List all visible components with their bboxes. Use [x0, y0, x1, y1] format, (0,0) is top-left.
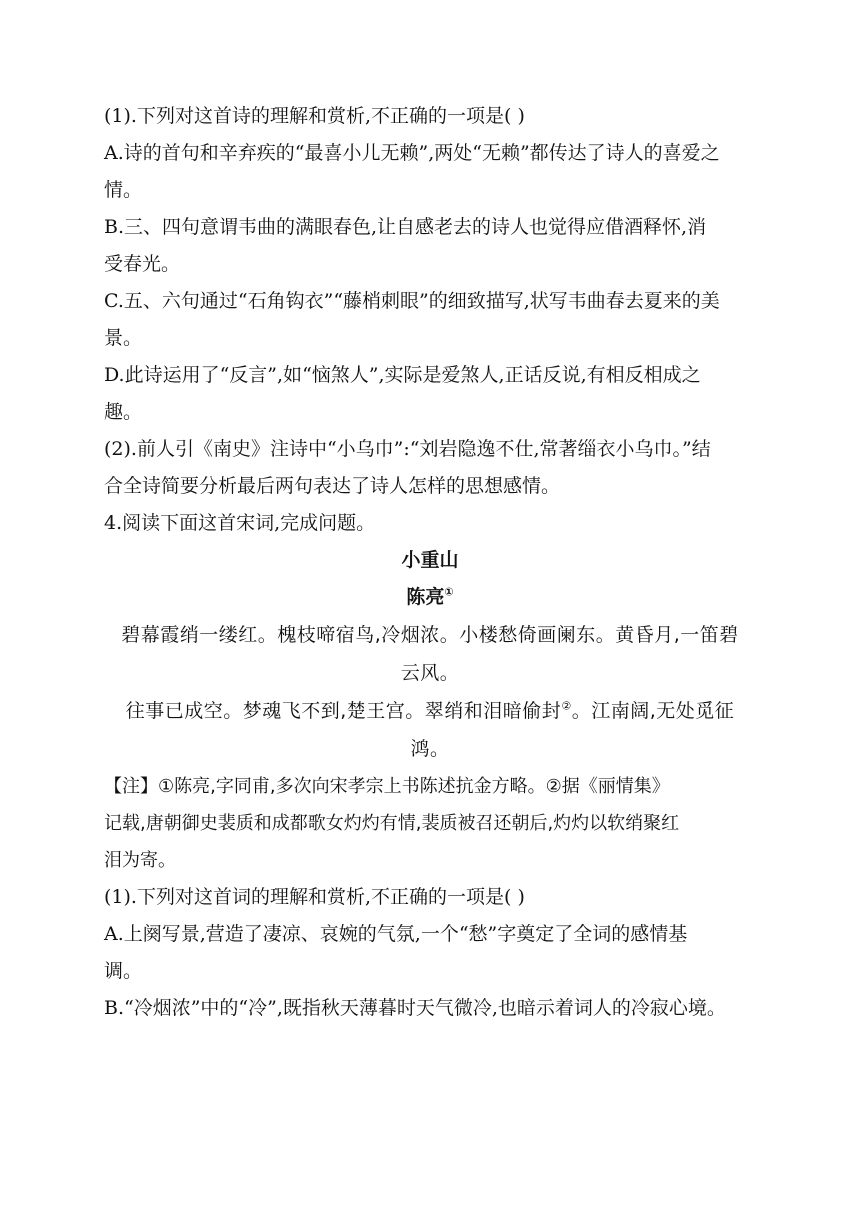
poem-note-line2: 记载,唐朝御史裴质和成都歌女灼灼有情,裴质被召还朝后,灼灼以软绡聚红 [104, 813, 680, 834]
poem-stanza1-line2: 云风。 [400, 662, 460, 684]
q3-option-c-line2: 景。 [104, 327, 143, 349]
poem-author-name: 陈亮 [406, 586, 445, 608]
poem-stanza2-line1 [104, 692, 756, 730]
document-page [104, 98, 756, 1027]
q4-option-a-line2: 调。 [104, 960, 143, 982]
q3-option-a-line1: A.诗的首句和辛弃疾的“最喜小儿无赖”,两处“无赖”都传达了诗人的喜爱之 [104, 142, 720, 164]
q3-option-d-line2: 趣。 [104, 401, 143, 423]
q3-option-b-line2: 受春光。 [104, 253, 181, 275]
q4-option-a-line1: A.上阕写景,营造了凄凉、哀婉的气氛,一个“愁”字奠定了全词的感情基 [104, 923, 688, 945]
q3-sub2-line1: (2).前人引《南史》注诗中“小乌巾”:“刘岩隐逸不仕,常著缁衣小乌巾。”结 [104, 438, 711, 460]
poem-author [104, 579, 756, 616]
poem-stanza2-part-b: 。江南阔,无处觅征 [571, 700, 735, 722]
q3-option-a-line2: 情。 [104, 179, 143, 201]
poem-note-line3: 泪为寄。 [104, 850, 176, 871]
q3-option-d-line1: D.此诗运用了“反言”,如“恼煞人”,实际是爱煞人,正话反说,有相反相成之 [104, 364, 701, 386]
poem-stanza1-line1: 碧幕霞绡一缕红。槐枝啼宿鸟,冷烟浓。小楼愁倚画阑东。黄昏月,一笛碧 [121, 624, 739, 646]
author-note-mark: ① [444, 585, 454, 599]
q3-sub1-stem: (1).下列对这首诗的理解和赏析,不正确的一项是( ) [104, 105, 525, 127]
poem-title: 小重山 [401, 549, 459, 571]
poem-note-line1: 【注】①陈亮,字同甫,多次向宋孝宗上书陈述抗金方略。②据《丽情集》 [104, 776, 670, 797]
q4-option-b-line1: B.“冷烟浓”中的“冷”,既指秋天薄暮时天气微冷,也暗示着词人的冷寂心境。 [104, 997, 726, 1019]
q4-sub1-stem: (1).下列对这首词的理解和赏析,不正确的一项是( ) [104, 886, 525, 908]
q3-sub2-line2: 合全诗简要分析最后两句表达了诗人怎样的思想感情。 [104, 475, 561, 497]
stanza2-note-mark: ② [561, 699, 572, 713]
poem-stanza2-part-a: 往事已成空。梦魂飞不到,楚王宫。翠绡和泪暗偷封 [125, 700, 562, 722]
q4-stem: 4.阅读下面这首宋词,完成问题。 [104, 512, 376, 534]
q3-option-b-line1: B.三、四句意谓韦曲的满眼春色,让自感老去的诗人也觉得应借酒释怀,消 [104, 216, 707, 238]
poem-stanza2-line2: 鸿。 [410, 738, 450, 760]
q3-option-c-line1: C.五、六句通过“石角钩衣”“藤梢刺眼”的细致描写,状写韦曲春去夏来的美 [104, 290, 720, 312]
